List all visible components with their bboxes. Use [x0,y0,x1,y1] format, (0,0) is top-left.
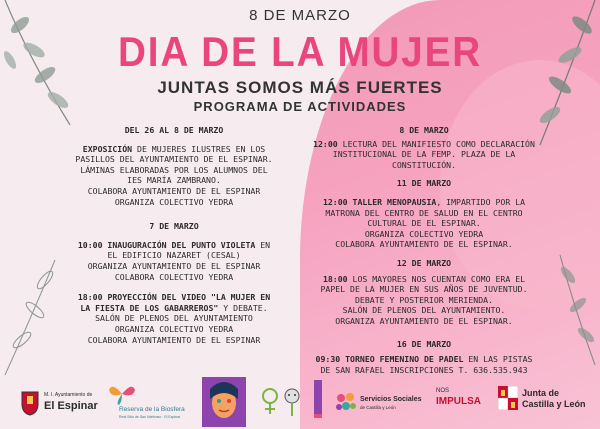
activity-organizer: ORGANIZA COLECTIVO YEDRA [364,228,484,239]
activity-date: 12 DE MARZO [396,257,452,268]
activity-time: 18:00 [322,273,348,284]
activity-collab: COLABORA AYUNTAMIENTO DE EL ESPINAR [87,185,261,196]
activity-text: SALÓN DE PLENOS DEL AYUNTAMIENTO. [342,305,506,316]
activity-organizer: ORGANIZA COLECTIVO YEDRA [114,323,234,334]
sponsor-logos [0,374,600,429]
biosfera-name: Reserva de la Biosfera [119,406,185,413]
activity-text: IES MARÍA ZAMBRANO. [127,175,221,186]
activity-title: 12:00 TALLER MENOPAUSIA [322,196,437,207]
impulsa-top: NOS [436,388,450,394]
activity-date: 11 DE MARZO [396,178,452,189]
left-column [50,125,298,353]
activity-text: EL EDIFICIO NAZARET (CESAL) [107,250,241,261]
activity-text: PASILLOS DEL AYUNTAMIENTO DE EL ESPINAR. [75,154,273,165]
leaf-branch-bottom-right-icon [540,250,600,370]
activity-exposicion [50,125,298,207]
servicios-name: Servicios Sociales [360,396,422,403]
activity-text: LECTURA DEL MANIFIESTO COMO DECLARACIÓN [337,138,535,149]
activity-organizer: ORGANIZA AYUNTAMIENTO DE EL ESPINAR. [335,315,513,326]
activity-text: CONSTITUCIÓN. [391,159,457,170]
activity-title: EXPOSICIÓN [82,143,133,154]
activity-text: Y DEBATE. [218,302,268,313]
butterfly-icon [107,382,137,406]
espinar-name: El Espinar [44,400,98,412]
activity-text: , IMPARTIDO POR LA [436,196,526,207]
junta-logo [498,386,598,426]
people-circle-icon [334,390,358,414]
activity-title: 09:30 TORNEO FEMENINO DE PADEL [315,354,464,365]
page-subtitle: JUNTAS SOMOS MÁS FUERTES [157,78,443,97]
activity-text: PAPEL DE LA MUJER EN SUS AÑOS DE JUVENTUD. [320,284,528,295]
activity-text: EN LAS PISTAS [463,354,533,365]
activity-time: 12:00 [313,138,338,149]
activity-organizer: ORGANIZA COLECTIVO YEDRA [114,196,234,207]
activity-punto-violeta [50,221,298,282]
activity-text: LÁMINAS ELABORADAS POR LOS ALUMNOS DEL [80,164,268,175]
espinar-logo [20,386,110,426]
biosfera-sub: Real Sitio de San Ildefonso · El Espinar [119,415,181,419]
female-symbols-logo [258,384,308,424]
biosfera-logo [105,382,190,426]
activity-menopausia [300,178,548,250]
nos-impulsa-logo [436,388,486,418]
castle-lion-icon [498,386,518,410]
activity-title: LA FIESTA DE LOS GABARREROS" [80,302,219,313]
activity-date: DEL 26 AL 8 DE MARZO [124,125,224,135]
activity-text: DE SAN RAFAEL INSCRIPCIONES T. 636.535.943 [320,364,528,375]
activity-collab: COLABORA AYUNTAMIENTO DE EL ESPINAR [87,334,261,345]
activity-text: MATRONA DEL CENTRO DE SALUD EN EL CENTRO [325,207,523,218]
activity-date: 16 DE MARZO [396,338,452,349]
activity-text: EN [255,239,271,250]
activity-text: SALÓN DE PLENOS DEL AYUNTAMIENTO [95,313,253,324]
espinar-small-text: M. I. Ayuntamiento de [44,392,93,398]
junta-line1: Junta de [522,388,560,398]
activity-collab: COLABORA COLECTIVO YEDRA [114,271,234,282]
page-title: DIA DE LA MUJER [118,28,482,75]
yedra-vertical-logo [312,380,324,420]
activity-text: INSTITUCIONAL DE LA FEMP. PLAZA DE LA [332,149,516,160]
activity-title: 10:00 INAUGURACIÓN DEL PUNTO VIOLETA [77,239,256,250]
activity-text: DEBATE Y POSTERIOR MERIENDA. [354,294,494,305]
activity-organizer: ORGANIZA AYUNTAMIENTO DE EL ESPINAR [87,260,261,271]
colectivo-face-logo [202,377,246,427]
activity-padel [300,339,548,376]
right-column [300,125,548,383]
activity-text: DE MUJERES ILUSTRES EN LOS [132,143,266,154]
activity-text: CULTURAL DE EL ESPINAR. [367,218,481,229]
activity-date: 7 DE MARZO [149,221,199,232]
event-date: 8 DE MARZO [249,7,351,24]
program-heading: PROGRAMA DE ACTIVIDADES [193,99,407,114]
activity-date: 8 DE MARZO [399,125,449,135]
activity-manifiesto [300,125,548,170]
activity-video [50,292,298,345]
activity-collab: COLABORA AYUNTAMIENTO DE EL ESPINAR. [335,239,513,250]
activity-text: LOS MAYORES NOS CUENTAN COMO ERA EL [347,273,526,284]
activity-title: 18:00 PROYECCIÓN DEL VIDEO "LA MUJER EN [77,292,271,303]
impulsa-name: IMPULSA [436,396,481,407]
junta-line2: Castilla y León [522,399,586,409]
servicios-sociales-logo [334,390,424,420]
coat-of-arms-icon [20,390,40,416]
servicios-sub: de Castilla y León [360,405,396,410]
activity-mayores [300,258,548,327]
